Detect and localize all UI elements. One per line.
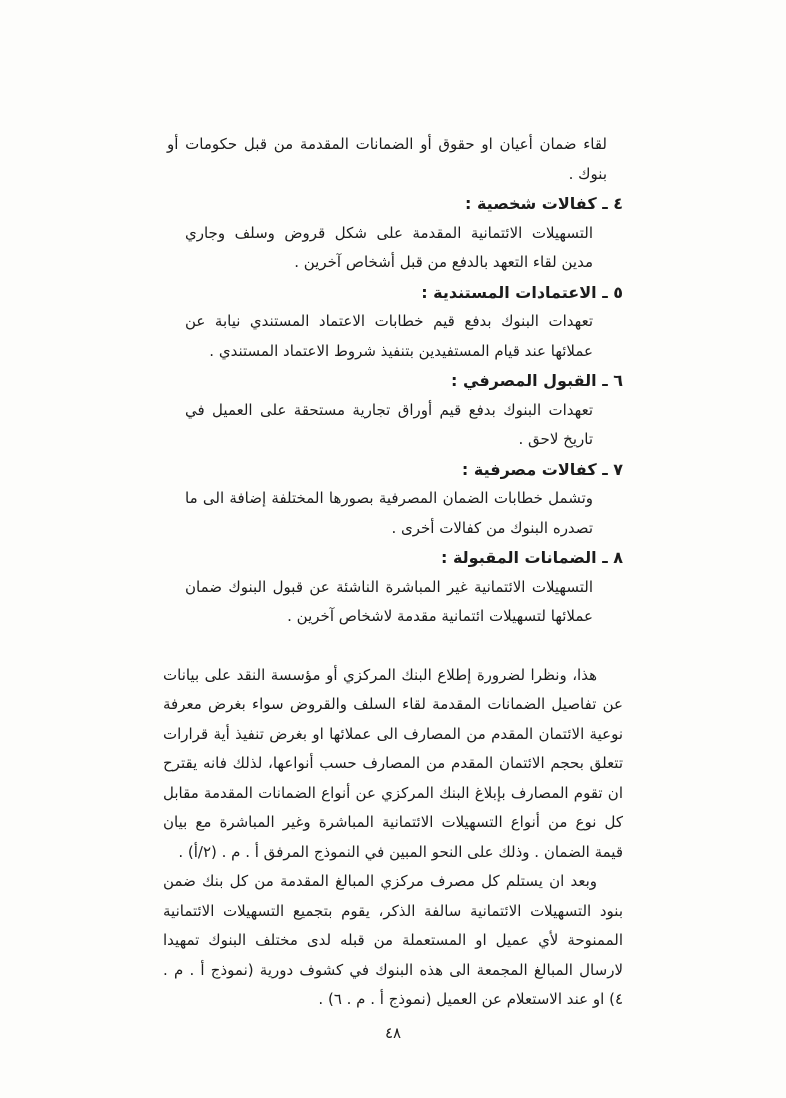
paragraph-continuation: لقاء ضمان أعيان او حقوق أو الضمانات المقدمة من قبل حكومات أو بنوك .	[167, 135, 607, 183]
heading-item-7-bank-guarantees: ٧ ـ كفالات مصرفية :	[461, 459, 623, 479]
body-paragraph-aggregation-forms: وبعد ان يستلم كل مصرف مركزي المبالغ المقدمة من كل بنك ضمن بنود التسهيلات الائتمانية سالفة الذكر، يقوم بتجميع التسهيلات الائتمانية الممنوحة لأي عميل او المستعملة من قبله لدى مختلف البنوك تمهيدا لارسال المبالغ المجمعة الى هذه البنوك في كشوف دورية (نموذج أ . م . ٤) او عند الاستعلام عن العميل (نموذج أ . م . ٦) .	[163, 872, 623, 1008]
page-number: ٤٨	[384, 1024, 402, 1042]
definition-item-8: التسهيلات الائتمانية غير المباشرة الناشئة عن قبول البنوك ضمان عملائها لتسهيلات ائتمانية مقدمة لاشخاص آخرين .	[185, 577, 593, 625]
heading-item-6-bank-acceptance: ٦ ـ القبول المصرفي :	[451, 371, 623, 390]
definition-item-5: تعهدات البنوك بدفع قيم خطابات الاعتماد المستندي نيابة عن عملائها عند قيام المستفيدين بتنفيذ شروط الاعتماد المستندي .	[185, 312, 593, 360]
heading-item-8-accepted-collateral: ٨ ـ الضمانات المقبولة :	[440, 548, 623, 567]
definition-item-7: وتشمل خطابات الضمان المصرفية بصورها المختلفة إضافة الى ما تصدره البنوك من كفالات أخرى .	[185, 489, 593, 537]
heading-item-4-personal-guarantees: ٤ ـ كفالات شخصية :	[465, 194, 623, 213]
definition-item-6: تعهدات البنوك بدفع قيم أوراق تجارية مستحقة على العميل في تاريخ لاحق .	[185, 400, 593, 448]
definition-item-4: التسهيلات الائتمانية المقدمة على شكل قروض وسلف وجاري مدين لقاء التعهد بالدفع من قبل أشخاص آخرين .	[185, 223, 593, 271]
heading-item-5-documentary-credits: ٥ ـ الاعتمادات المستندية :	[421, 282, 623, 302]
text-column	[163, 130, 623, 1015]
body-paragraph-central-bank-reporting: هذا، ونظرا لضرورة إطلاع البنك المركزي أو مؤسسة النقد على بيانات عن تفاصيل الضمانات المقدمة لقاء السلف والقروض سواء بغرض معرفة نوعية الائتمان المقدم من المصارف الى عملائها او بغرض تنفيذ أية قرارات تتعلق بحجم الائتمان المقدم من المصارف حسب أنواعها، لذلك فانه يقترح ان تقوم المصارف بإبلاغ البنك المركزي عن أنواع الضمانات المقدمة مقابل كل نوع من أنواع التسهيلات الائتمانية المباشرة وغير المباشرة مع بيان قيمة الضمان . وذلك على النحو المبين في النموذج المرفق أ . م . (٢/أ) .	[163, 665, 623, 861]
